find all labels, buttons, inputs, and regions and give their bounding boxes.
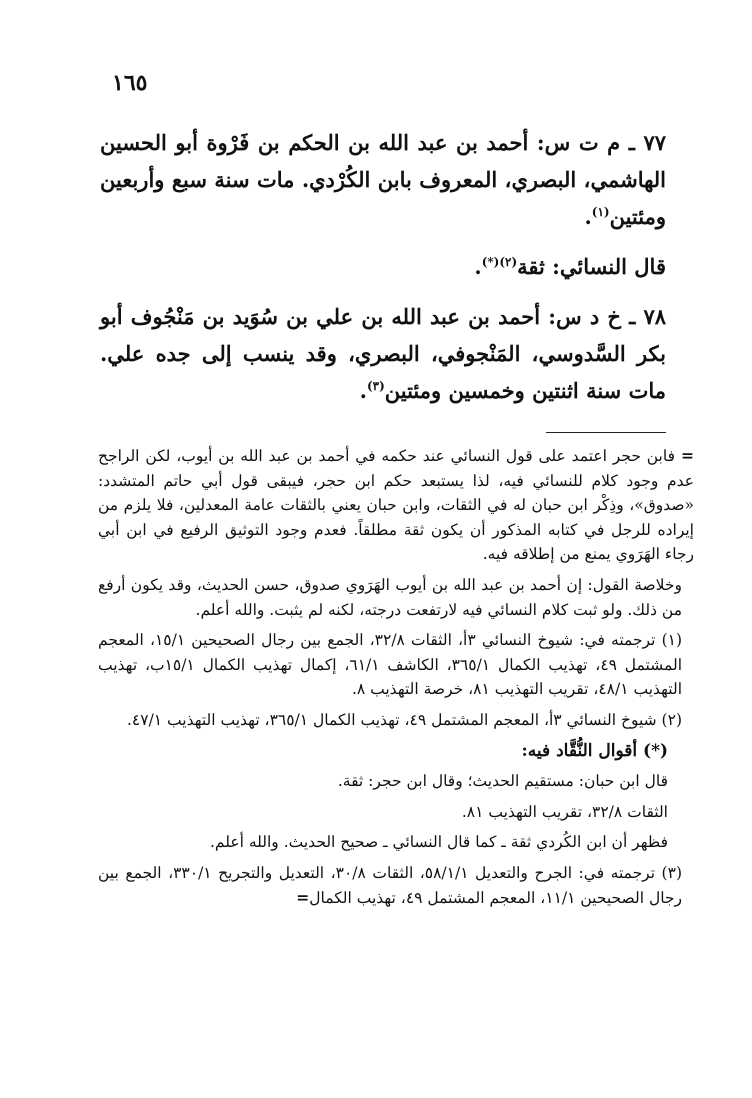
footnote-ref-3: (٣)	[366, 379, 385, 393]
footnote-ref-1: (١)	[591, 205, 610, 219]
entry-77	[100, 124, 666, 235]
footnote-3	[98, 861, 682, 910]
footnote-continued	[98, 444, 694, 567]
end-continuation-marker: =	[296, 887, 310, 907]
footnote-1: (١) ترجمته في: شيوخ النسائي ٣أ، الثقات ٣٢/٨، الجمع بين رجال الصحيحين ١٥/١، المعجم المشتمل ٤٩، تهذيب الكمال ٣٦٥/١، الكاشف ٦١/١، إكمال تهذيب الكمال ١٥/١ب، تهذيب التهذيب ٤٨/١، تقريب التهذيب ٨١، خرصة التهذيب ٨.	[98, 631, 683, 699]
nasai-statement	[100, 248, 666, 285]
critics-line-2: الثقات ٣٢/٨، تقريب التهذيب ٨١.	[461, 802, 668, 821]
nasai-statement-end: .	[474, 254, 482, 279]
footnote-ref-2: (٢)(*)	[481, 255, 518, 269]
entry-77-end: .	[584, 204, 592, 229]
entry-78-end: .	[359, 378, 367, 403]
entry-78-text: ٧٨ ـ خ د س: أحمد بن عبد الله بن علي بن سُوَيد بن مَنْجُوف أبو بكر السَّدوسي، المَنْجوفي، البصري، وقد ينسب إلى جده علي. مات سنة اثنتين وخمسين ومئتين	[100, 304, 666, 403]
critics-line-3: فظهر أن ابن الكُردي ثقة ـ كما قال النسائي ـ صحيح الحديث. والله أعلم.	[209, 833, 668, 852]
critics-line-1: قال ابن حبان: مستقيم الحديث؛ وقال ابن حجر: ثقة.	[337, 772, 668, 791]
footnote-conclusion: وخلاصة القول: إن أحمد بن عبد الله بن أيوب الهَرَوي صدوق، حسن الحديث، وقد يكون أرفع من ذلك. ولو ثبت كلام النسائي فيه لارتفعت درجته، لكنه لم يثبت. والله أعلم.	[98, 575, 682, 619]
entry-78	[100, 298, 666, 409]
footnote-3-text: (٣) ترجمته في: الجرح والتعديل ٥٨/١/١، الثقات ٣٠/٨، التعديل والتجريح ٣٣٠/١، الجمع بين رجال الصحيحين ١١/١، المعجم المشتمل ٤٩، تهذيب الكمال	[98, 863, 682, 907]
footnote-2: (٢) شيوخ النسائي ٣أ، المعجم المشتمل ٤٩، تهذيب الكمال ٣٦٥/١، تهذيب التهذيب ٤٧/١.	[126, 710, 682, 729]
continuation-marker: =	[681, 446, 694, 465]
footnote-continued-text: فابن حجر اعتمد على قول النسائي عند حكمه في أحمد بن عبد الله بن أيوب، لكن الراجح عدم وجود كلام للنسائي فيه، لذا يستبعد حكم ابن حجر، فيبقى قول أبي حاتم المتشدد: «صدوق»، وذِكْر ابن حبان له في الثقات، وابن حبان يعني بالثقات عامة المعدلين، فلا يلزم من إيراده للرجل في كتابه المذكور أن يكون ثقة مطلقاً. فعدم وجود التوثيق الرفيع في ابن أبي رجاء الهَرَوي يمنع من إطلاقه فيه.	[98, 447, 694, 564]
footnote-separator	[546, 432, 666, 433]
entry-77-text: ٧٧ ـ م ت س: أحمد بن عبد الله بن الحكم بن فَرْوة أبو الحسين الهاشمي، البصري، المعروف بابن الكُرْدي. مات سنة سبع وأربعين ومئتين	[100, 130, 666, 229]
footnotes	[98, 444, 694, 916]
page-number: ١٦٥	[112, 70, 148, 96]
nasai-statement-text: قال النسائي: ثقة	[517, 254, 666, 279]
critics-heading: (*) أقوال النُّقَّاد فيه:	[521, 740, 668, 761]
main-text	[100, 124, 666, 422]
